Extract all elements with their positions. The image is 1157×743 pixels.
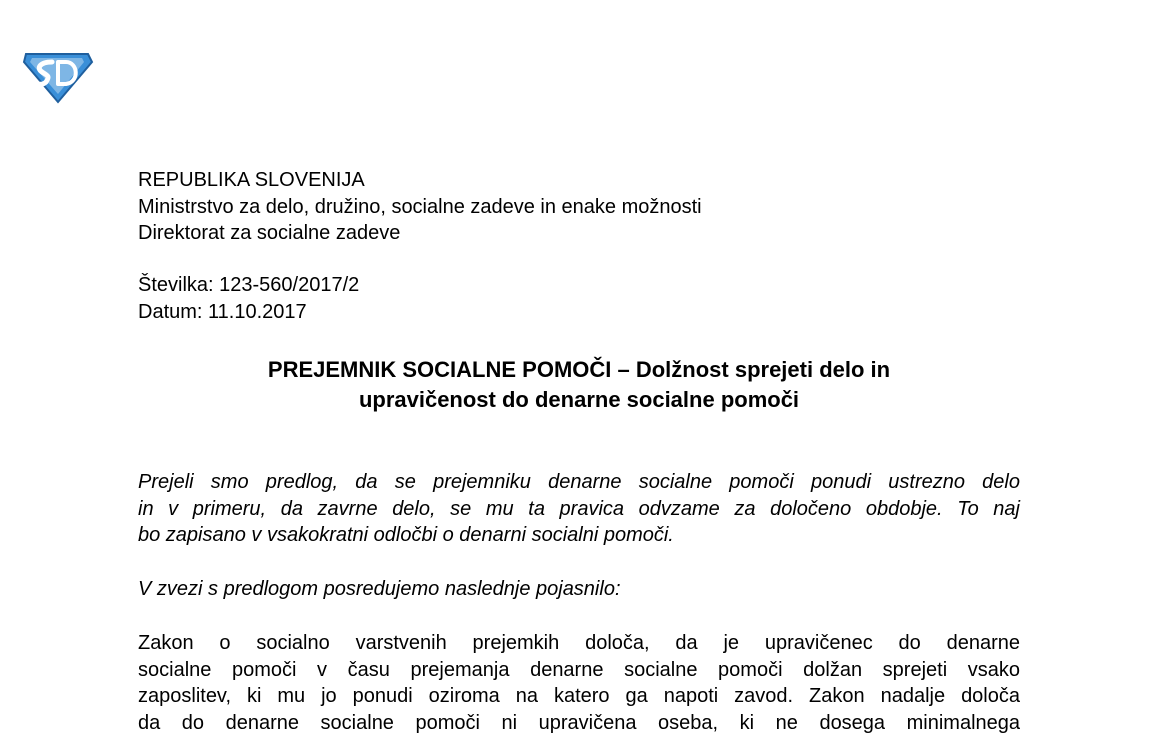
title-line-1: PREJEMNIK SOCIALNE POMOČI – Dolžnost sprejeti delo in (267, 357, 891, 382)
paragraph-line: V zvezi s predlogom posredujemo naslednje pojasnilo: (138, 578, 621, 600)
title-line-2: upravičenost do denarne socialne pomoči (358, 387, 800, 412)
paragraph-request (138, 469, 1020, 549)
paragraph-line: socialne pomoči v času prejemanja denarne socialne pomoči dolžan sprejeti vsako (138, 658, 1020, 681)
paragraph-line: Prejeli smo predlog, da se prejemniku denarne socialne pomoči ponudi ustrezno delo (138, 471, 1020, 493)
paragraph-line: da do denarne socialne pomoči ni upravičena oseba, ki ne dosega minimalnega (138, 711, 1020, 734)
paragraph-law (138, 630, 1020, 736)
paragraph-line: Zakon o socialno varstvenih prejemkih določa, da je upravičenec do denarne (138, 632, 1020, 654)
paragraph-intro (138, 576, 1020, 603)
ministry-name: Ministrstvo za delo, družino, socialne zadeve in enake možnosti (138, 195, 702, 218)
paragraph-line: bo zapisano v vsakokratni odločbi o denarni socialni pomoči. (138, 524, 674, 546)
directorate-name: Direktorat za socialne zadeve (138, 222, 401, 244)
letterhead (138, 167, 702, 247)
document-title (138, 355, 1020, 415)
logo-emblem-icon (22, 48, 94, 104)
document-date: Datum: 11.10.2017 (138, 300, 307, 323)
ministry-logo (22, 48, 94, 104)
paragraph-line: zaposlitev, ki mu jo ponudi oziroma na katero ga napoti zavod. Zakon nadalje določa (138, 685, 1020, 707)
document-meta (138, 272, 359, 325)
paragraph-line: in v primeru, da zavrne delo, se mu ta pravica odvzame za določeno obdobje. To naj (138, 497, 1020, 520)
document-number: Številka: 123-560/2017/2 (138, 274, 360, 296)
republic-name: REPUBLIKA SLOVENIJA (138, 169, 365, 191)
